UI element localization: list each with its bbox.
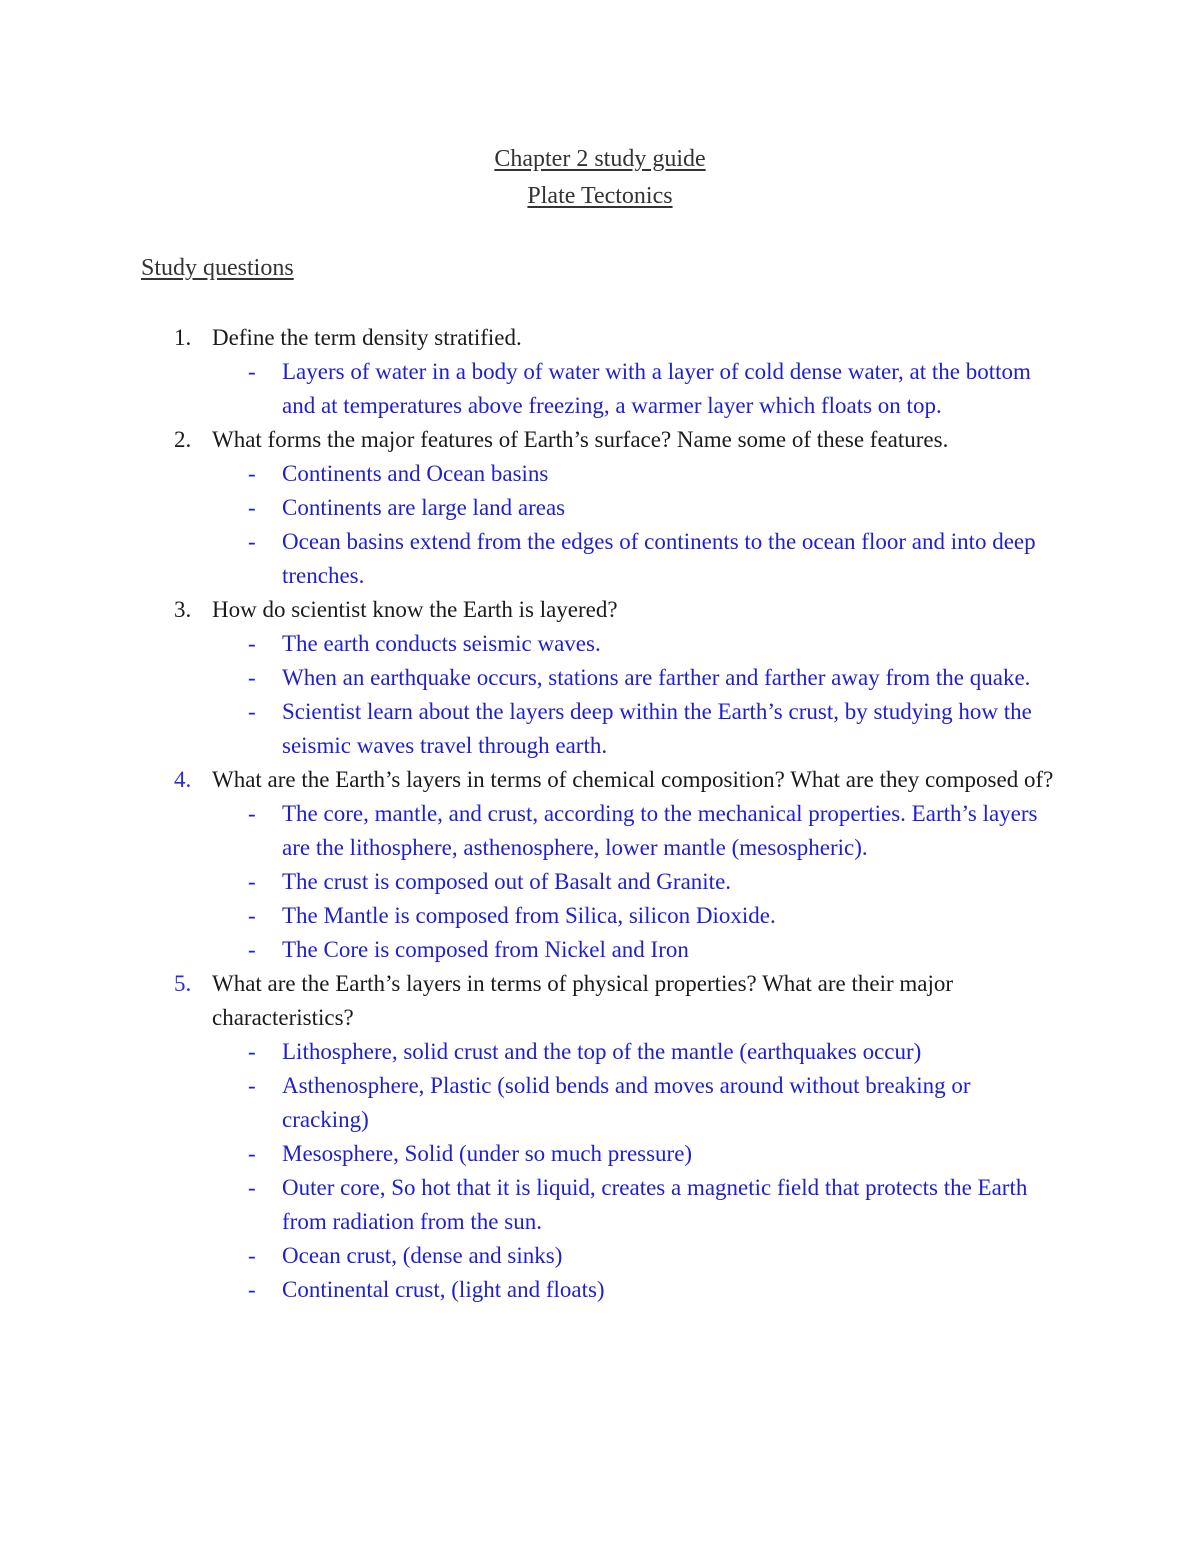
dash-bullet-icon: - bbox=[248, 1243, 256, 1268]
question-item bbox=[0, 763, 1062, 967]
question-text: What are the Earth’s layers in terms of chemical composition? What are they composed of? bbox=[212, 767, 1054, 792]
answer-item bbox=[212, 1035, 1062, 1069]
question-item bbox=[0, 423, 1062, 593]
answer-text: Continents are large land areas bbox=[282, 495, 566, 520]
answer-text: Layers of water in a body of water with a layer of cold dense water, at the bottom and at temperatures above freezing, a warmer layer which floats on top. bbox=[282, 359, 1031, 418]
answer-text: The Core is composed from Nickel and Iron bbox=[282, 937, 689, 962]
section-heading: Study questions bbox=[141, 255, 294, 281]
answer-text: Scientist learn about the layers deep within the Earth’s crust, by studying how the seismic waves travel through earth. bbox=[282, 699, 1032, 758]
document-title: Chapter 2 study guide bbox=[494, 146, 706, 172]
dash-bullet-icon: - bbox=[248, 461, 256, 486]
answer-list bbox=[212, 1035, 1062, 1307]
answer-item bbox=[212, 797, 1062, 865]
question-item bbox=[0, 593, 1062, 763]
answer-item bbox=[212, 491, 1062, 525]
answer-text: The crust is composed out of Basalt and Granite. bbox=[282, 869, 732, 894]
answer-item bbox=[212, 933, 1062, 967]
dash-bullet-icon: - bbox=[248, 801, 256, 826]
answer-list bbox=[212, 457, 1062, 593]
answer-list bbox=[212, 797, 1062, 967]
answer-text: The earth conducts seismic waves. bbox=[282, 631, 601, 656]
answer-item bbox=[212, 695, 1062, 763]
dash-bullet-icon: - bbox=[248, 699, 256, 724]
question-item bbox=[0, 967, 1062, 1307]
answer-item bbox=[212, 661, 1062, 695]
answer-item bbox=[212, 355, 1062, 423]
question-text: Define the term density stratified. bbox=[212, 325, 522, 350]
answer-text: Ocean basins extend from the edges of continents to the ocean floor and into deep trenches. bbox=[282, 529, 1036, 588]
dash-bullet-icon: - bbox=[248, 1141, 256, 1166]
answer-item bbox=[212, 1171, 1062, 1239]
dash-bullet-icon: - bbox=[248, 937, 256, 962]
answer-item bbox=[212, 525, 1062, 593]
answer-text: Continental crust, (light and floats) bbox=[282, 1277, 605, 1302]
question-text: What forms the major features of Earth’s surface? Name some of these features. bbox=[212, 427, 949, 452]
dash-bullet-icon: - bbox=[248, 529, 256, 554]
answer-text: The core, mantle, and crust, according to the mechanical properties. Earth’s layers are the lithosphere, asthenosphere, lower mantle (mesospheric). bbox=[282, 801, 1038, 860]
answer-text: Mesosphere, Solid (under so much pressure) bbox=[282, 1141, 693, 1166]
question-text: What are the Earth’s layers in terms of physical properties? What are their major characteristics? bbox=[212, 971, 954, 1030]
questions-list bbox=[0, 321, 1200, 1307]
answer-text: When an earthquake occurs, stations are farther and farther away from the quake. bbox=[282, 665, 1031, 690]
document-subtitle: Plate Tectonics bbox=[527, 183, 673, 209]
dash-bullet-icon: - bbox=[248, 665, 256, 690]
question-item bbox=[0, 321, 1062, 423]
answer-item bbox=[212, 899, 1062, 933]
question-number: 3. bbox=[174, 597, 192, 622]
dash-bullet-icon: - bbox=[248, 1039, 256, 1064]
answer-item bbox=[212, 1273, 1062, 1307]
dash-bullet-icon: - bbox=[248, 359, 256, 384]
answer-item bbox=[212, 1069, 1062, 1137]
answer-text: Continents and Ocean basins bbox=[282, 461, 549, 486]
answer-item bbox=[212, 1239, 1062, 1273]
dash-bullet-icon: - bbox=[248, 495, 256, 520]
question-number: 1. bbox=[174, 325, 192, 350]
dash-bullet-icon: - bbox=[248, 1073, 256, 1098]
answer-text: Lithosphere, solid crust and the top of the mantle (earthquakes occur) bbox=[282, 1039, 922, 1064]
question-number: 4. bbox=[174, 767, 192, 792]
answer-text: Asthenosphere, Plastic (solid bends and moves around without breaking or cracking) bbox=[282, 1073, 971, 1132]
answer-item bbox=[212, 627, 1062, 661]
answer-text: Outer core, So hot that it is liquid, creates a magnetic field that protects the Earth from radiation from the sun. bbox=[282, 1175, 1028, 1234]
answer-text: The Mantle is composed from Silica, silicon Dioxide. bbox=[282, 903, 776, 928]
dash-bullet-icon: - bbox=[248, 869, 256, 894]
question-text: How do scientist know the Earth is layered? bbox=[212, 597, 618, 622]
dash-bullet-icon: - bbox=[248, 903, 256, 928]
dash-bullet-icon: - bbox=[248, 631, 256, 656]
answer-text: Ocean crust, (dense and sinks) bbox=[282, 1243, 563, 1268]
answer-item bbox=[212, 457, 1062, 491]
answer-item bbox=[212, 1137, 1062, 1171]
answer-item bbox=[212, 865, 1062, 899]
question-number: 2. bbox=[174, 427, 192, 452]
dash-bullet-icon: - bbox=[248, 1175, 256, 1200]
dash-bullet-icon: - bbox=[248, 1277, 256, 1302]
answer-list bbox=[212, 355, 1062, 423]
answer-list bbox=[212, 627, 1062, 763]
question-number: 5. bbox=[174, 971, 192, 996]
